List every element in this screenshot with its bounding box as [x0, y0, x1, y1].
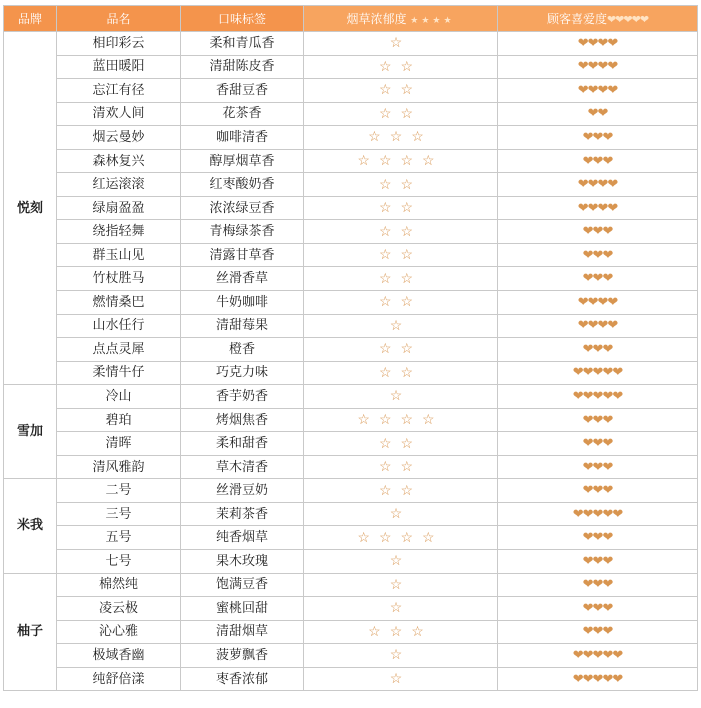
- header-strength-stars: ★★★★: [410, 16, 455, 26]
- header-popularity-label: 顾客喜爱度: [546, 12, 607, 26]
- strength-stars: ☆☆: [304, 338, 498, 362]
- flavor-tag: 清甜莓果: [181, 314, 304, 338]
- table-row: [4, 314, 698, 338]
- popularity-hearts: ❤❤❤: [498, 408, 698, 432]
- popularity-hearts: ❤❤❤❤❤: [498, 644, 698, 668]
- flavor-tag: 香芋奶香: [181, 385, 304, 409]
- header-strength-label: 烟草浓郁度: [346, 12, 407, 26]
- flavor-tag: 清露甘草香: [181, 243, 304, 267]
- strength-stars: ☆☆: [304, 79, 498, 103]
- table-row: [4, 55, 698, 79]
- product-name: 山水任行: [57, 314, 181, 338]
- product-name: 绕指轻舞: [57, 220, 181, 244]
- table-row: [4, 32, 698, 56]
- product-name: 森林复兴: [57, 149, 181, 173]
- product-name: 七号: [57, 550, 181, 574]
- strength-stars: ☆: [304, 550, 498, 574]
- table-row: [4, 196, 698, 220]
- flavor-tag: 纯香烟草: [181, 526, 304, 550]
- table-row: [4, 220, 698, 244]
- strength-stars: ☆☆☆: [304, 126, 498, 150]
- flavor-tag: 青梅绿茶香: [181, 220, 304, 244]
- flavor-tag: 花茶香: [181, 102, 304, 126]
- popularity-hearts: ❤❤❤: [498, 126, 698, 150]
- header-brand: 品牌: [4, 6, 57, 32]
- flavor-tag: 清甜烟草: [181, 620, 304, 644]
- flavor-tag: 烤烟焦香: [181, 408, 304, 432]
- strength-stars: ☆☆: [304, 432, 498, 456]
- header-flavor: 口味标签: [181, 6, 304, 32]
- table-row: [4, 432, 698, 456]
- table-row: [4, 620, 698, 644]
- flavor-tag: 橙香: [181, 338, 304, 362]
- flavor-tag: 丝滑香草: [181, 267, 304, 291]
- popularity-hearts: ❤❤❤: [498, 550, 698, 574]
- popularity-hearts: ❤❤❤: [498, 573, 698, 597]
- popularity-hearts: ❤❤❤❤: [498, 173, 698, 197]
- popularity-hearts: ❤❤❤❤: [498, 32, 698, 56]
- product-name: 清欢人间: [57, 102, 181, 126]
- table-row: [4, 291, 698, 315]
- popularity-hearts: ❤❤❤: [498, 455, 698, 479]
- product-name: 凌云极: [57, 597, 181, 621]
- flavor-tag: 红枣酸奶香: [181, 173, 304, 197]
- table-row: [4, 597, 698, 621]
- header-popularity: [498, 6, 698, 32]
- popularity-hearts: ❤❤❤: [498, 432, 698, 456]
- flavor-tag: 饱满豆香: [181, 573, 304, 597]
- flavor-tag: 草木清香: [181, 455, 304, 479]
- popularity-hearts: ❤❤❤❤: [498, 291, 698, 315]
- strength-stars: ☆: [304, 644, 498, 668]
- popularity-hearts: ❤❤: [498, 102, 698, 126]
- strength-stars: ☆☆: [304, 361, 498, 385]
- table-row: [4, 573, 698, 597]
- flavor-tag: 牛奶咖啡: [181, 291, 304, 315]
- brand-cell: 悦刻: [4, 32, 57, 385]
- popularity-hearts: ❤❤❤: [498, 620, 698, 644]
- strength-stars: ☆: [304, 667, 498, 691]
- strength-stars: ☆: [304, 385, 498, 409]
- header-name: 品名: [57, 6, 181, 32]
- popularity-hearts: ❤❤❤❤❤: [498, 502, 698, 526]
- strength-stars: ☆: [304, 502, 498, 526]
- table-row: [4, 243, 698, 267]
- strength-stars: ☆: [304, 32, 498, 56]
- header-strength: [304, 6, 498, 32]
- flavor-tag: 枣香浓郁: [181, 667, 304, 691]
- popularity-hearts: ❤❤❤❤❤: [498, 667, 698, 691]
- table-row: [4, 455, 698, 479]
- flavor-tag: 果木玫瑰: [181, 550, 304, 574]
- table-row: [4, 173, 698, 197]
- popularity-hearts: ❤❤❤❤: [498, 314, 698, 338]
- popularity-hearts: ❤❤❤: [498, 220, 698, 244]
- table-row: [4, 126, 698, 150]
- table-row: [4, 267, 698, 291]
- product-name: 沁心雅: [57, 620, 181, 644]
- popularity-hearts: ❤❤❤: [498, 243, 698, 267]
- flavor-tag: 咖啡清香: [181, 126, 304, 150]
- brand-cell: 米我: [4, 479, 57, 573]
- product-name: 碧珀: [57, 408, 181, 432]
- flavor-tag: 清甜陈皮香: [181, 55, 304, 79]
- product-name: 相印彩云: [57, 32, 181, 56]
- strength-stars: ☆☆☆☆: [304, 408, 498, 432]
- popularity-hearts: ❤❤❤: [498, 149, 698, 173]
- strength-stars: ☆☆: [304, 455, 498, 479]
- popularity-hearts: ❤❤❤: [498, 597, 698, 621]
- flavor-tag: 柔和青瓜香: [181, 32, 304, 56]
- product-name: 冷山: [57, 385, 181, 409]
- strength-stars: ☆: [304, 597, 498, 621]
- table-row: [4, 479, 698, 503]
- table-row: [4, 338, 698, 362]
- product-name: 燃情桑巴: [57, 291, 181, 315]
- popularity-hearts: ❤❤❤❤: [498, 55, 698, 79]
- flavor-tag: 蜜桃回甜: [181, 597, 304, 621]
- table-row: [4, 102, 698, 126]
- popularity-hearts: ❤❤❤❤❤: [498, 361, 698, 385]
- table-header-row: [4, 6, 698, 32]
- strength-stars: ☆☆: [304, 102, 498, 126]
- flavor-tag: 茉莉茶香: [181, 502, 304, 526]
- strength-stars: ☆☆☆☆: [304, 149, 498, 173]
- popularity-hearts: ❤❤❤❤: [498, 196, 698, 220]
- product-name: 红运滚滚: [57, 173, 181, 197]
- table-row: [4, 149, 698, 173]
- strength-stars: ☆☆: [304, 479, 498, 503]
- product-name: 蓝田暖阳: [57, 55, 181, 79]
- product-name: 清晖: [57, 432, 181, 456]
- table-row: [4, 526, 698, 550]
- strength-stars: ☆☆: [304, 55, 498, 79]
- table-body: [4, 32, 698, 691]
- flavor-tag: 丝滑豆奶: [181, 479, 304, 503]
- flavor-tag: 柔和甜香: [181, 432, 304, 456]
- flavor-tag: 巧克力味: [181, 361, 304, 385]
- product-name: 极域香幽: [57, 644, 181, 668]
- product-name: 棉然纯: [57, 573, 181, 597]
- product-name: 绿扇盈盈: [57, 196, 181, 220]
- flavor-tag: 浓浓绿豆香: [181, 196, 304, 220]
- product-name: 纯舒倍漾: [57, 667, 181, 691]
- product-name: 三号: [57, 502, 181, 526]
- popularity-hearts: ❤❤❤: [498, 479, 698, 503]
- table-row: [4, 502, 698, 526]
- strength-stars: ☆: [304, 573, 498, 597]
- table-row: [4, 408, 698, 432]
- strength-stars: ☆: [304, 314, 498, 338]
- product-name: 二号: [57, 479, 181, 503]
- brand-cell: 雪加: [4, 385, 57, 479]
- product-name: 烟云曼妙: [57, 126, 181, 150]
- popularity-hearts: ❤❤❤❤: [498, 79, 698, 103]
- product-name: 忘江有径: [57, 79, 181, 103]
- popularity-hearts: ❤❤❤: [498, 526, 698, 550]
- table-row: [4, 79, 698, 103]
- popularity-hearts: ❤❤❤❤❤: [498, 385, 698, 409]
- flavor-rating-table: [3, 5, 698, 691]
- product-name: 柔情牛仔: [57, 361, 181, 385]
- strength-stars: ☆☆: [304, 196, 498, 220]
- table-row: [4, 361, 698, 385]
- strength-stars: ☆☆: [304, 173, 498, 197]
- table-row: [4, 385, 698, 409]
- product-name: 竹杖胜马: [57, 267, 181, 291]
- popularity-hearts: ❤❤❤: [498, 338, 698, 362]
- product-name: 五号: [57, 526, 181, 550]
- flavor-tag: 香甜豆香: [181, 79, 304, 103]
- strength-stars: ☆☆: [304, 243, 498, 267]
- brand-cell: 柚子: [4, 573, 57, 691]
- product-name: 点点灵犀: [57, 338, 181, 362]
- table-row: [4, 644, 698, 668]
- popularity-hearts: ❤❤❤: [498, 267, 698, 291]
- strength-stars: ☆☆: [304, 291, 498, 315]
- strength-stars: ☆☆: [304, 220, 498, 244]
- strength-stars: ☆☆: [304, 267, 498, 291]
- strength-stars: ☆☆☆☆: [304, 526, 498, 550]
- strength-stars: ☆☆☆: [304, 620, 498, 644]
- flavor-tag: 醇厚烟草香: [181, 149, 304, 173]
- product-name: 群玉山见: [57, 243, 181, 267]
- table-row: [4, 667, 698, 691]
- header-popularity-hearts: ❤❤❤❤❤: [606, 13, 649, 26]
- product-name: 清风雅韵: [57, 455, 181, 479]
- flavor-tag: 菠萝飘香: [181, 644, 304, 668]
- table-row: [4, 550, 698, 574]
